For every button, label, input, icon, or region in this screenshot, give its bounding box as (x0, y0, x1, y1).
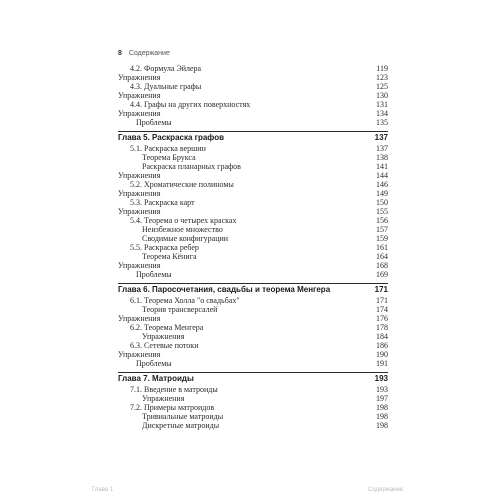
toc-entry-title: 5.4. Теорема о четырех красках (130, 216, 237, 225)
toc-entry (118, 73, 388, 82)
toc-entry-page: 137 (376, 144, 388, 153)
toc-entry-title: Упражнения (118, 314, 161, 323)
toc-entry-page: 164 (376, 252, 388, 261)
toc-entry-page: 146 (376, 180, 388, 189)
toc-entry (118, 198, 388, 207)
chapter-page: 171 (374, 285, 388, 294)
toc-entry-title: Упражнения (118, 261, 161, 270)
chapter-page: 193 (374, 374, 388, 383)
toc-entry-title: 5.5. Раскраска ребер (130, 243, 199, 252)
toc-entry-page: 134 (376, 109, 388, 118)
toc-entry-title: Дискретные матроиды (142, 421, 220, 430)
toc-entry-page: 144 (376, 171, 388, 180)
toc-entry (118, 243, 388, 252)
toc-entry-page: 191 (376, 359, 388, 368)
toc-entry (118, 332, 388, 341)
toc-entry-title: Неизбежное множество (142, 225, 223, 234)
toc-entry-page: 169 (376, 270, 388, 279)
toc-entry-page: 156 (376, 216, 388, 225)
toc-entry (118, 296, 388, 305)
toc-entry-page: 135 (376, 118, 388, 127)
toc-entry (118, 323, 388, 332)
toc-entry (118, 118, 388, 127)
toc-entry-page: 123 (376, 73, 388, 82)
toc-entry (118, 412, 388, 421)
chapter-title: Глава 6. Паросочетания, свадьбы и теорема Менгера (118, 285, 331, 294)
toc-entry (118, 180, 388, 189)
toc-entry (118, 261, 388, 270)
toc-entry (118, 314, 388, 323)
toc-entry-page: 193 (376, 385, 388, 394)
toc-entry (118, 153, 388, 162)
toc-entry-title: 5.3. Раскраска карт (130, 198, 195, 207)
toc-entry (118, 305, 388, 314)
toc-entry-title: Упражнения (142, 394, 185, 403)
toc-entry-page: 150 (376, 198, 388, 207)
toc-entry-page: 125 (376, 82, 388, 91)
toc-entry-title: Упражнения (118, 109, 161, 118)
toc-entry-page: 119 (376, 64, 388, 73)
toc-entry-page: 130 (376, 91, 388, 100)
toc-entry (118, 403, 388, 412)
toc-entry-title: Упражнения (118, 171, 161, 180)
toc-entry (118, 270, 388, 279)
toc-entry (118, 64, 388, 73)
toc-entry-page: 141 (376, 162, 388, 171)
toc-entry (118, 109, 388, 118)
toc-entry-page: 149 (376, 189, 388, 198)
chapter-title: Глава 5. Раскраска графов (118, 133, 225, 142)
toc-entry-page: 198 (376, 421, 388, 430)
toc-entry-title: Упражнения (118, 189, 161, 198)
toc-entry-page: 197 (376, 394, 388, 403)
toc-entry-page: 186 (376, 341, 388, 350)
toc-entry (118, 162, 388, 171)
toc-entry (118, 189, 388, 198)
toc-entry-page: 168 (376, 261, 388, 270)
toc-entry (118, 341, 388, 350)
toc-entry-title: Сводимые конфигурации (142, 234, 229, 243)
chapter-page: 137 (374, 133, 388, 142)
toc-entry (118, 171, 388, 180)
toc-entry-page: 198 (376, 412, 388, 421)
toc-entry (118, 216, 388, 225)
toc-entry-page: 155 (376, 207, 388, 216)
toc-entry (118, 359, 388, 368)
toc-entry-page: 138 (376, 153, 388, 162)
chapter-heading (118, 283, 388, 296)
toc-entry-title: Упражнения (118, 350, 161, 359)
toc-entry-title: 7.2. Примеры матроидов (130, 403, 215, 412)
toc-entry-page: 174 (376, 305, 388, 314)
header-page-number: 8 (118, 50, 122, 57)
chapter-heading (118, 372, 388, 385)
toc-entry (118, 225, 388, 234)
toc-entry-title: Упражнения (118, 207, 161, 216)
toc-entry (118, 207, 388, 216)
toc-entry-page: 190 (376, 350, 388, 359)
toc-entry-title: 5.1. Раскраска вершин (130, 144, 206, 153)
toc-entry-title: 6.3. Сетевые потоки (130, 341, 199, 350)
running-header (118, 50, 170, 57)
toc-entry (118, 350, 388, 359)
toc-entry-page: 157 (376, 225, 388, 234)
toc-entry-page: 184 (376, 332, 388, 341)
toc-entry-title: Раскраска планарных графов (142, 162, 241, 171)
toc-entry-title: Проблемы (136, 270, 172, 279)
toc-entry (118, 252, 388, 261)
chapter-title: Глава 7. Матроиды (118, 374, 194, 383)
toc-entry (118, 91, 388, 100)
footer-right: Содержание (368, 487, 404, 493)
toc-entry-page: 159 (376, 234, 388, 243)
toc-entry-page: 131 (376, 100, 388, 109)
toc-entry-title: Упражнения (118, 91, 161, 100)
toc-entry (118, 82, 388, 91)
footer-left: Глава 1 (92, 487, 114, 493)
toc-entry-title: 4.4. Графы на других поверхностях (130, 100, 251, 109)
toc-entry-title: 6.2. Теорема Менгера (130, 323, 204, 332)
toc-entry (118, 394, 388, 403)
toc-entry-title: Теорема Брукса (142, 153, 196, 162)
toc-entry-page: 198 (376, 403, 388, 412)
toc-entry (118, 234, 388, 243)
chapter-heading (118, 131, 388, 144)
table-of-contents (118, 64, 388, 430)
toc-entry (118, 385, 388, 394)
toc-entry-page: 161 (376, 243, 388, 252)
toc-entry-title: Тривиальные матроиды (142, 412, 224, 421)
toc-entry-page: 178 (376, 323, 388, 332)
toc-entry-title: 6.1. Теорема Холла "о свадьбах" (130, 296, 240, 305)
toc-entry (118, 100, 388, 109)
toc-entry (118, 144, 388, 153)
toc-entry-page: 176 (376, 314, 388, 323)
toc-entry (118, 421, 388, 430)
header-title: Содержание (128, 50, 170, 57)
toc-entry-title: 5.2. Хроматические полиномы (130, 180, 234, 189)
toc-entry-title: Упражнения (118, 73, 161, 82)
toc-entry-title: Проблемы (136, 359, 172, 368)
toc-entry-title: Упражнения (142, 332, 185, 341)
toc-entry-title: Проблемы (136, 118, 172, 127)
toc-entry-title: Теория трансверсалей (142, 305, 218, 314)
toc-entry-title: 4.3. Дуальные графы (130, 82, 202, 91)
toc-entry-title: 4.2. Формула Эйлера (130, 64, 202, 73)
toc-entry-title: 7.1. Введение в матроиды (130, 385, 218, 394)
toc-entry-page: 171 (376, 296, 388, 305)
toc-entry-title: Теорема Кёнига (142, 252, 197, 261)
